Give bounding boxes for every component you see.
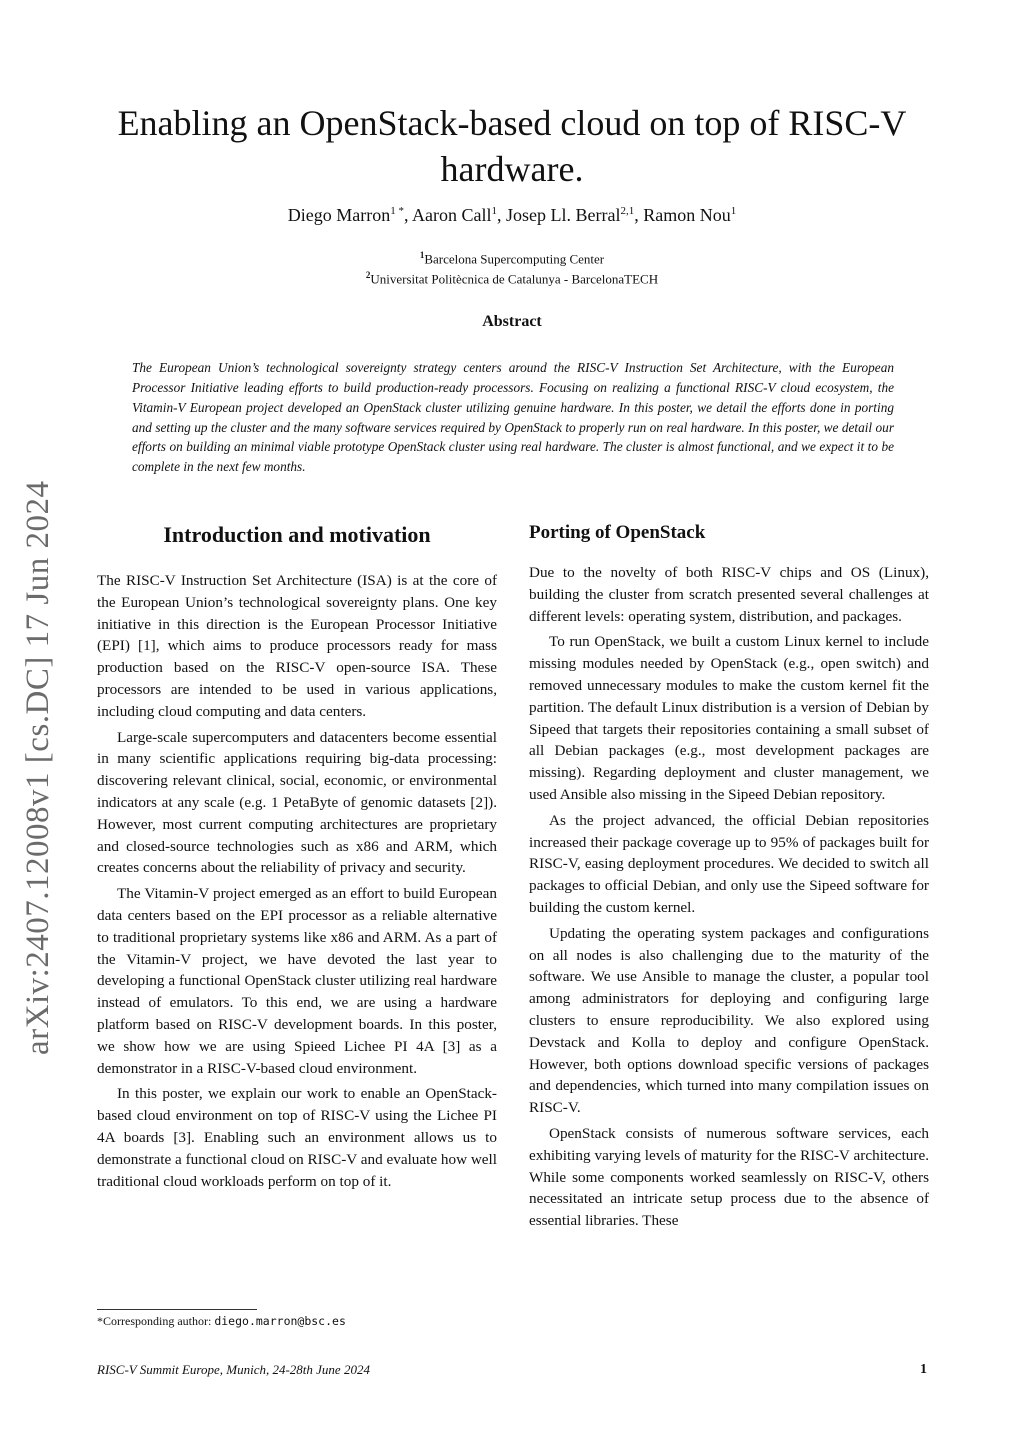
porting-paragraph: Due to the novelty of both RISC-V chips and OS (Linux), building the cluster from scratch presented several challenges at different levels: operating system, distribution, and packages. [529, 564, 929, 625]
affiliation-item [100, 267, 924, 287]
author-name: Aaron Call [412, 205, 492, 225]
abstract-heading: Abstract [482, 313, 542, 330]
porting-paragraph: OpenStack consists of numerous software services, each exhibiting varying levels of maturity for the RISC-V architecture. While some components worked seamlessly on RISC-V, others necessitated an intricate setup process due to the absence of essential libraries. These [529, 1124, 929, 1230]
page-number: 1 [920, 1362, 927, 1377]
affiliation-number: 2 [365, 270, 371, 281]
intro-paragraph: In this poster, we explain our work to enable an OpenStack-based cloud environment on top of RISC-V using the Lichee PI 4A boards [3]. Enabling such an environment allows us to demonstrate a functional cloud on RISC-V and evaluate how well traditional cloud workloads perform on top of it. [97, 1085, 497, 1190]
intro-paragraph: The RISC-V Instruction Set Architecture (ISA) is at the core of the European Union’s technological sovereignty plans. One key initiative in this direction is the European Processor Initiative (EPI) [1], which aims to produce processors ready for mass production based on the RISC-V open-source ISA. These processors are intended to be used in various applications, including cloud computing and data centers. [97, 572, 497, 720]
right-column [529, 518, 929, 1232]
left-column [97, 518, 497, 1192]
footnote-label: *Corresponding author: [97, 1314, 212, 1328]
affiliation-text: Universitat Politècnica de Catalunya - BarcelonaTECH [370, 271, 659, 287]
affiliation-text: Barcelona Supercomputing Center [424, 251, 605, 267]
footer-venue: RISC-V Summit Europe, Munich, 24-28th June 2024 [97, 1362, 370, 1377]
section-title-introduction: Introduction and motivation [163, 522, 431, 547]
affiliation-list [100, 247, 924, 288]
footnote-divider [97, 1309, 257, 1310]
author-affil-mark: 1 [491, 205, 497, 217]
section-title-porting: Porting of OpenStack [529, 522, 706, 543]
corresponding-email-link[interactable]: diego.marron@bsc.es [214, 1314, 346, 1328]
author-list: Diego Marron$^{1 *}$, Aaron Call$^1$, Josep Ll. Berral$^{2,1}$, Ramon Nou$^1$ [287, 205, 737, 225]
affiliation-number: 1 [419, 250, 425, 260]
abstract-text: The European Union’s technological sovereignty strategy centers around the RISC-V Instruction Set Architecture, with the European Processor Initiative leading efforts to build production-ready processors. Focusing on realizing a functional RISC-V cloud ecosystem, the Vitamin-V European project developed an OpenStack cluster utilizing genuine hardware. In this poster, we detail the efforts done in porting and setting up the cluster and the many software services required by OpenStack to properly run on real hardware. In this poster, we detail our efforts on building an minimal viable prototype OpenStack cluster using real hardware. The cluster is almost functional, and we expect it to be complete in the next few months. [132, 360, 894, 475]
footnote [97, 1313, 497, 1329]
porting-paragraph: Updating the operating system packages and configurations on all nodes is also challenging due to the maturity of the software. We use Ansible to manage the cluster, a popular tool among administrators for deploying and configuring large clusters to ensure reproducibility. We also explored using Devstack and Kolla to deploy and configure OpenStack. However, both options download specific versions of packages and dependencies, which turned into many compilation issues on RISC-V. [529, 924, 929, 1117]
paper-title: Enabling an OpenStack-based cloud on top of RISC-V hardware. [117, 103, 907, 189]
author-affil-mark: 1 [730, 205, 737, 217]
author-affil-mark: 1 * [390, 205, 404, 217]
author-name: Diego Marron [287, 205, 391, 225]
author-name: Josep Ll. Berral [506, 205, 621, 225]
intro-paragraph: Large-scale supercomputers and datacenters become essential in many scientific applications requiring big-data processing: discovering relevant clinical, social, economic, or environmental indicators at any scale (e.g. 1 PetaByte of genomic datasets [2]). However, most current computing architectures are proprietary and closed-source technologies such as x86 and ARM, which creates concerns about the reliability of privacy and security. [97, 728, 497, 877]
author-affil-mark: 2,1 [620, 205, 635, 217]
porting-paragraph: As the project advanced, the official Debian repositories increased their package coverage up to 95% of packages built for RISC-V, easing deployment procedures. We decided to switch all packages to official Debian, and only use the Sipeed software for building the custom kernel. [529, 811, 929, 916]
affiliation-item [100, 247, 924, 267]
author-name: Ramon Nou [643, 205, 731, 225]
porting-paragraph: To run OpenStack, we built a custom Linux kernel to include missing modules needed by OpenStack (e.g., open switch) and removed unnecessary modules to make the custom kernel fit the partition. The default Linux distribution is a version of Debian by Sipeed that targets their repositories containing a small subset of all Debian packages (e.g., most development packages are missing). Regarding deployment and cluster management, we used Ansible also missing in the Sipeed Debian repository. [529, 633, 929, 803]
arxiv-identifier[interactable]: arXiv:2407.12008v1 [cs.DC] 17 Jun 2024 [20, 480, 56, 1055]
intro-paragraph: The Vitamin-V project emerged as an effort to build European data centers based on the EPI processor as a reliable alternative to traditional proprietary systems like x86 and ARM. As a part of the Vitamin-V project, we have devoted the last year to developing a functional OpenStack cluster utilizing real hardware instead of emulators. To this end, we are using a hardware platform based on RISC-V development boards. In this poster, we show how we are using Spieed Lichee PI 4A [3] as a demonstrator in a RISC-V-based cloud environment. [97, 885, 497, 1077]
